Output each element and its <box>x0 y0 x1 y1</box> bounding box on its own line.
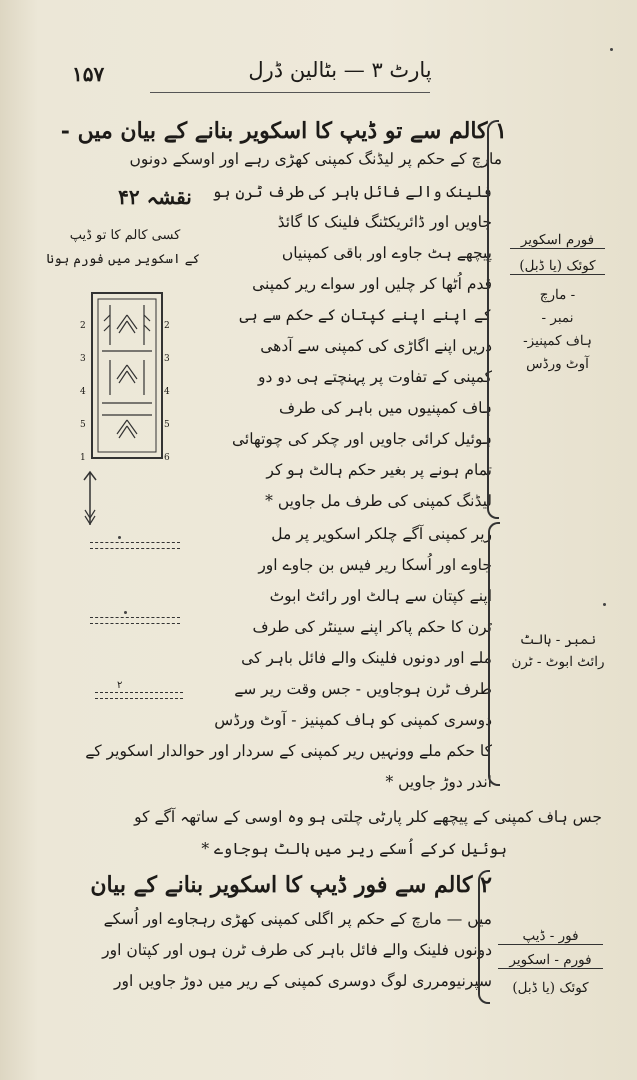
section1-cont-line-5: طرف ٹرن ہوجاویں - جس وقت ریر سے <box>234 680 492 698</box>
section1-line-1: فلینک والے فائل باہر کی طرف ٹرن ہو <box>212 183 492 201</box>
page-number: ۱۵۷ <box>72 62 105 86</box>
margin-note1-line-2: - مارچ <box>539 287 576 303</box>
section1-cont-line-1: جاوے اور اُسکا ریر فیس بن جاوے اور <box>258 556 492 574</box>
section1-cont-line-2: اپنے کپتان سے ہالٹ اور رائٹ ابوٹ <box>269 587 492 605</box>
section1-line-3: پیچھے ہٹ جاوے اور باقی کمپنیاں <box>281 244 492 262</box>
margin-note1-line-5: آوٹ ورڈس <box>526 356 589 372</box>
margin-note1-line-4: ہاف کمپنیز- <box>523 333 592 349</box>
paper-speck <box>610 48 613 51</box>
figure-right-number: 4 <box>164 387 170 397</box>
header-rule <box>150 92 430 93</box>
margin-note2-line-1: رائٹ ابوٹ - ٹرن <box>511 654 605 670</box>
margin-note1-line-1: کوئک (یا ڈبل) <box>510 258 605 275</box>
figure-left-number: 2 <box>80 321 86 331</box>
figure-left-number: 1 <box>80 453 86 463</box>
running-title: پارٹ ۳ — بٹالین ڈرل <box>248 58 432 82</box>
section1-line-5: کے اپنے اپنے کپتان کے حکم سے ہی <box>239 306 492 324</box>
margin-note1-line-3: نمبر - <box>541 310 574 326</box>
margin-note3-line-1: فورم - اسکویر <box>498 952 603 969</box>
dashed-line-1b <box>90 548 180 549</box>
section1-line-7: کمپنی کے تفاوت پر پہنچتے ہی دو دو <box>258 368 492 386</box>
section1-line-9: ہوئیل کرائی جاویں اور چکر کی چوتھائی <box>231 430 492 448</box>
section1-cont-line-6: دوسری کمپنی کو ہاف کمپنیز - آوٹ ورڈس <box>214 711 492 729</box>
dashed-marker-label: ۲ <box>117 680 123 691</box>
section1-line-0: مارچ کے حکم پر لیڈنگ کمپنی کھڑی رہے اور اوسکے دونوں <box>129 150 502 168</box>
margin-note3-line-2: کوئک (یا ڈبل) <box>512 980 589 996</box>
section1-cont-line-8: اندر دوڑ جاویں * <box>385 773 492 791</box>
margin-brace-2 <box>488 522 500 786</box>
figure-left-number: 3 <box>80 354 86 364</box>
section1-line-4: قدم اُٹھا کر چلیں اور سواے ریر کمپنی <box>252 275 492 293</box>
dashed-line-1 <box>90 542 180 543</box>
dashed-marker-dot <box>118 536 121 539</box>
figure-right-number: 3 <box>164 354 170 364</box>
figure-title: نقشہ ۴۲ <box>118 185 192 209</box>
figure-right-number: 2 <box>164 321 170 331</box>
section1-line-11: لیڈنگ کمپنی کی طرف مل جاویں * <box>265 492 492 510</box>
margin-brace-3 <box>478 870 490 1004</box>
paper-speck <box>603 603 606 606</box>
full-line-1: ہوئیل کرکے اُسکے ریر میں ہالٹ ہوجاوے * <box>201 840 507 858</box>
section1-cont-line-3: ٹرن کا حکم پاکر اپنے سینٹر کی طرف <box>252 618 492 636</box>
section1-cont-line-4: ملے اور دونوں فلینک والے فائل باہر کی <box>241 649 492 667</box>
section1-cont-line-7: کا حکم ملے وونہیں ریر کمپنی کے سردار اور حوالدار اسکویر کے <box>85 742 492 760</box>
margin-note3-line-0: فور - ڈیپ <box>498 928 603 945</box>
section2-heading: ۲ کالم سے فور ڈیپ کا اسکویر بنانے کے بیان <box>90 872 492 898</box>
section1-heading: ۱ کالم سے تو ڈیپ کا اسکویر بنانے کے بیان میں - <box>60 118 507 144</box>
figure-left-number: 5 <box>80 420 86 430</box>
section2-line-0: میں — مارچ کے حکم پر اگلی کمپنی کھڑی رہجاوے اور اُسکے <box>103 910 492 928</box>
section2-line-2: سپرنیومرری لوگ دوسری کمپنی کے ریر میں دوڑ جاویں اور <box>114 972 492 990</box>
section1-line-10: تمام ہونے پر بغیر حکم ہالٹ ہو کر <box>266 461 492 479</box>
section2-line-1: دونوں فلینک والے فائل باہر کی طرف ٹرن ہوں اور کپتان اور <box>102 941 492 959</box>
section1-line-2: جاویں اور ڈائریکٹنگ فلینک کا گائڈ <box>277 213 492 231</box>
margin-note2-line-0: نمبر - ہالٹ <box>519 632 597 648</box>
dashed-line-3b <box>95 698 183 699</box>
figure-left-number: 4 <box>80 387 86 397</box>
up-arrow-icon <box>80 470 100 530</box>
figure-caption-line1: کسی کالم کا تو ڈیپ <box>69 228 181 243</box>
dashed-marker-dot <box>124 611 127 614</box>
dashed-line-2 <box>90 617 180 618</box>
figure-right-number: 6 <box>164 453 170 463</box>
margin-note1-line-0: فورم اسکویر <box>510 232 605 249</box>
dashed-line-2b <box>90 623 180 624</box>
figure-caption-line2: کے اسکویر میں فورم ہونا <box>46 252 200 267</box>
dashed-line-3 <box>95 692 183 693</box>
section1-cont-line-0: ریر کمپنی آگے چلکر اسکویر پر مل <box>271 525 492 543</box>
full-line-0: جس ہاف کمپنی کے پیچھے کلر پارٹی چلتی ہو وہ اوسی کے ساتھہ آگے کو <box>134 808 602 826</box>
section1-line-8: ہاف کمپنیوں میں باہر کی طرف <box>279 399 492 417</box>
figure-right-number: 5 <box>164 420 170 430</box>
figure-right-numbers <box>164 310 170 475</box>
section1-line-6: دریں اپنے اگاڑی کی کمپنی سے آدھی <box>260 337 492 355</box>
figure-left-numbers <box>80 310 86 475</box>
margin-brace-1 <box>487 120 499 519</box>
